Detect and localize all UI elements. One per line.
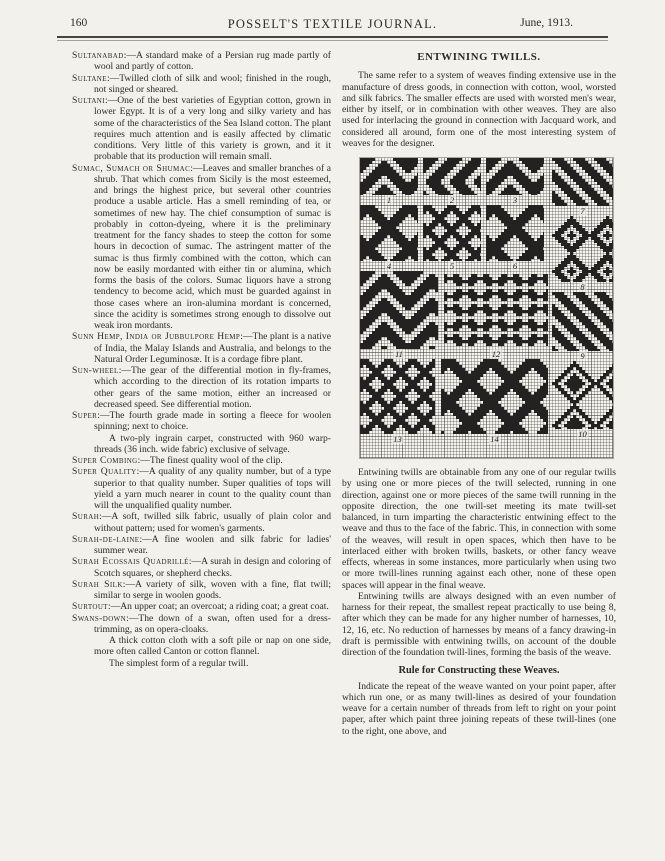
weave-panel-label: 8 [580,282,585,292]
glossary-definition: :—A variety of silk, woven with a fine, flat twill; similar to serge in woolen goods. [94,578,331,601]
glossary-entry-extra: The simplest form of a regular twill. [109,657,249,669]
weave-panel-label: 4 [386,261,392,271]
glossary-entry [72,466,331,511]
header-rule [57,36,608,41]
weave-panel-5 [423,205,481,261]
article-column [342,50,616,737]
weave-panel-label: 12 [491,349,501,359]
journal-title: POSSELT'S TEXTILE JOURNAL. [227,17,438,31]
glossary-entry [72,556,331,579]
weave-panel-label: 2 [449,195,455,205]
glossary-term: Sumac, Sumach or Shumac [72,162,191,174]
glossary-term: Swans-down [72,612,127,624]
glossary-definition: :—A fine woolen and silk fabric for ladies' summer wear. [94,533,331,556]
weave-panel-label: 11 [395,349,403,359]
glossary-definition: :—The plant is a native of India, the Malay Islands and Australia, and belongs to the Natural Order Leguminosæ. It is a cordage fibre plant. [94,331,331,365]
glossary-definition: :—Leaves and smaller branches of a shrub. That which comes from Sicily is the most esteemed, and brings the highest price, but several other countries produce a usable article. Has a smell reminding of tea, or sometimes of new hay. The chief consumption of sumac is probably in cotton-dyeing, where it is the preliminary treatment for the fancy shades to steep the cotton for some hours in decoction of sumac. The astringent matter of the sumac is thus firmly combined with the cotton, which can now be easily mordanted with either tin or alumina, which forms the basis of the colors. Sumac liquors have a strong tendency to become acid, which must be guarded against in those cases where an iron-alumina mordant is concerned, since the acidity is sometimes strong enough to dissolve out weak iron mordants. [94,162,331,331]
weave-panel-label: 14 [490,434,499,444]
weave-panel-label: 7 [580,206,585,216]
weave-panel-label: 13 [393,434,402,444]
glossary-term: Sultani [72,95,105,106]
glossary-term: Surtout [72,601,108,613]
glossary-definition: :—Twilled cloth of silk and wool; finished in the rough, not singed or sheared. [94,72,331,95]
glossary-term: Super Combing [72,455,138,466]
glossary-entry [72,534,331,557]
glossary-entry [72,365,331,410]
glossary-column [72,50,331,669]
weave-panel-label: 3 [512,195,518,205]
weave-panel-9 [552,292,613,351]
rule-paragraph: Indicate the repeat of the weave wanted on your point paper, after which run one, or as many twill-lines as desired of your foundation weave for a certain number of threads from left to right on your point paper, after which paint three joining repeats of these twill-lines (one to the right, one above, and [342,680,616,737]
weave-panel-4 [360,205,418,261]
weave-panel-11 [360,271,438,349]
glossary-term: Super [72,410,98,421]
article-paragraph: Entwining twills are obtainable from any one of our regular twills by using one or more pieces of the twill selected, running in one direction, against one or more pieces of the same twill running in the opposite direction, the one twill-set meeting its mate twill-set balanced, in turn imparting the characteristic entwining effect to the weave and thus to the face of the fabric. This, in connection with some of the weaves, will result in open spaces, which then have to be interlaced either with broken twills, baskets, or other fancy weave effects, whereas in some instances, more particularly when using two or more twill-lines running against each other, none of these open spaces will appear in the final weave. [342,467,616,591]
weave-panel-6 [486,205,544,261]
article-title: ENTWINING TWILLS. [417,51,541,63]
weave-panel-14 [441,359,548,434]
glossary-definition: :—The gear of the differential motion in fly-frames, which according to the direction of its rotation imparts to other gears of the same motion, either an increased or decreased speed. See differential motion. [94,365,331,410]
glossary-term: Surah [72,511,100,523]
page-columns [0,50,665,737]
glossary-term: Surah Silk [72,578,123,590]
glossary-entry [72,579,331,602]
glossary-entry [72,331,331,365]
glossary-definition: :—A quality of any quality number, but of a type superior to that quality number. Super qualities of tops will yield a yarn much nearer in count to the quality count than will the unqualified quality number. [94,466,331,511]
glossary-entry [72,50,331,73]
glossary-entry-extra: A thick cotton cloth with a soft pile or nap on one side, more often called Canton or cotton flannel. [94,635,331,658]
glossary-definition: :—An upper coat; an overcoat; a riding coat; a great coat. [107,601,329,613]
weave-panel-2 [423,158,481,195]
glossary-entry [72,73,331,96]
issue-date: June, 1913. [520,17,573,29]
weave-figure [360,158,613,458]
glossary-definition: :—The down of a swan, often used for a dress-trimming, as on opera-cloaks. [94,612,331,635]
article-intro-paragraph: The same refer to a system of weaves finding extensive use in the manufacture of dress goods, in connection with cotton, wool, worsted and silk fabrics. The smaller effects are used with worsted men's wear, either by itself, or in combination with other weaves. They are also used for interlacing the ground in connection with Jacquard work, and considered all around, form one of the most interesting system of weaves for the designer. [342,70,616,149]
weave-panel-3 [486,158,544,195]
glossary-term: Surah-de-laine [72,533,140,545]
glossary-term: Super Quality [72,466,137,478]
glossary-definition: :—A surah in design and coloring of Scotch squares, or shepherd checks. [94,556,332,579]
glossary-entry [72,410,331,433]
glossary-entry-extra: A two-ply ingrain carpet, constructed with 960 warp-threads (36 inch. wide fabric) exclusive of selvage. [94,432,331,455]
weave-panel-12 [444,271,548,349]
weave-panel-1 [360,158,418,195]
glossary-definition: :—The finest quality wool of the clip. [137,455,283,466]
glossary-entry [72,95,331,163]
glossary-definition: :—One of the best varieties of Egyptian cotton, grown in lower Egypt. It is of a very long and silky variety and has some of the characteristics of the Sea Island cotton. The plant requires much attention and is easily affected by climatic conditions. Very little of this variety is grown, and it it probable that its production will remain small. [94,95,331,163]
glossary-term: Surah Ecossais Quadrillé [72,556,189,568]
glossary-term: Sunn Hemp, India or Jubbulpore Hemp [72,331,241,343]
rule-heading: Rule for Constructing these Weaves. [398,665,560,677]
glossary-entry [72,511,331,534]
weave-panel-label: 6 [512,261,518,271]
weave-panel-label: 5 [449,261,455,271]
glossary-definition: :—A standard make of a Persian rug made partly of wool and partly of cotton. [94,50,331,73]
glossary-definition: :—A soft, twilled silk fabric, usually of plain color and without pattern; used for women's garments. [94,511,331,534]
glossary-entry [72,601,331,612]
weave-panel-label: 10 [578,429,587,439]
glossary-entry [72,613,331,636]
glossary-entry [72,455,331,466]
weave-panel-13 [360,359,435,434]
weave-panel-label: 1 [386,195,392,205]
article-paragraph: Entwining twills are always designed with an even number of harness for their repeat, the smallest repeat practically to use being 8, after which they can be made for any higher number of harnesses, 10, 12, 16, etc. No reduction of harnesses by means of a fancy drawing-in draft is permissible with entwining twills, on account of the double direction of the foundation twill-lines, forming the basis of the weave. [342,590,616,658]
weave-panel-label: 9 [580,351,585,361]
glossary-definition: :—The fourth grade made in sorting a fleece for woolen spinning; next to choice. [94,410,331,433]
glossary-term: Sultane [72,72,107,84]
weave-panel-7 [552,158,613,206]
glossary-entry [72,163,331,332]
weave-panel-10 [552,361,613,429]
page-number: 160 [70,17,88,29]
weave-panel-8 [552,216,613,282]
glossary-term: Sultanabad [72,50,124,61]
glossary-term: Sun-wheel [72,365,119,376]
page-header [0,17,665,33]
